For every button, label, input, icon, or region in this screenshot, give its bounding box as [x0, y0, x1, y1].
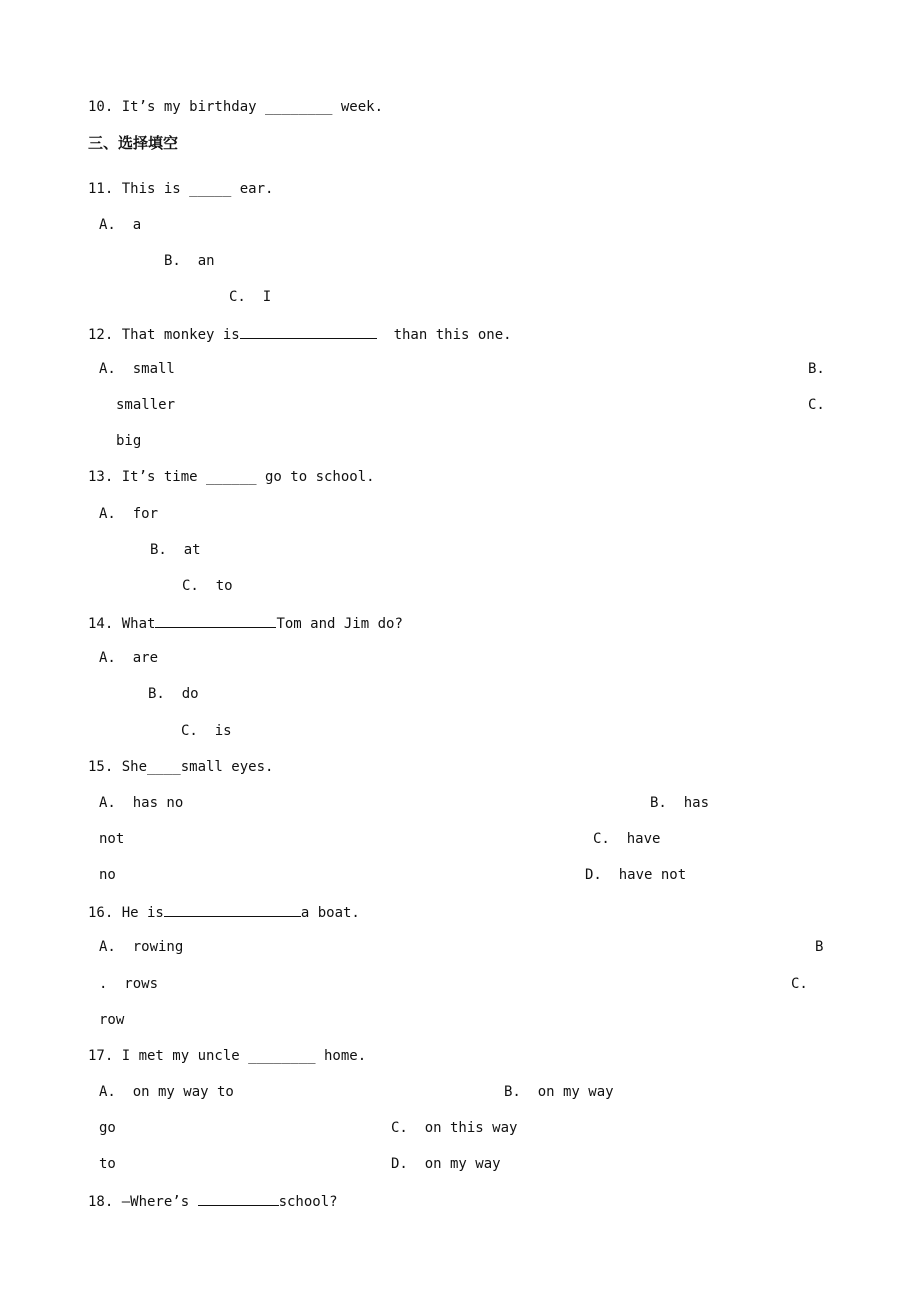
question-14-stem-post: Tom and Jim do?	[276, 616, 403, 632]
question-15-option-a: A. has no	[99, 795, 184, 811]
question-12-stem	[88, 324, 512, 344]
question-12-option-b-text: smaller	[116, 397, 176, 413]
question-13-option-b: B. at	[150, 542, 201, 558]
question-15-option-c: C. have	[593, 831, 661, 847]
question-16-stem-pre: 16. He is	[88, 905, 164, 921]
question-11-option-a: A. a	[99, 217, 142, 233]
question-17-option-b-continued: go	[99, 1120, 116, 1136]
question-13-option-a: A. for	[99, 506, 159, 522]
answer-blank	[240, 324, 377, 339]
question-12-stem-pre: 12. That monkey is	[88, 327, 240, 343]
question-15-stem: 15. She____small eyes.	[88, 759, 274, 775]
question-12-option-a: A. small	[99, 361, 175, 377]
question-16-option-a: A. rowing	[99, 939, 184, 955]
question-12-stem-post: than this one.	[376, 327, 512, 343]
question-16-option-b-text: . rows	[99, 976, 159, 992]
question-16-option-b-marker: B	[815, 939, 824, 955]
question-15-option-d: D. have not	[585, 867, 687, 883]
question-18-stem	[88, 1191, 338, 1211]
question-16-stem-post: a boat.	[300, 905, 360, 921]
question-11-option-c: C. I	[229, 289, 272, 305]
question-13-stem: 13. It’s time ______ go to school.	[88, 469, 375, 485]
question-14-option-a: A. are	[99, 650, 159, 666]
question-14-stem-pre: 14. What	[88, 616, 156, 632]
question-17-option-d: D. on my way	[391, 1156, 501, 1172]
answer-blank	[155, 613, 276, 628]
question-17-stem: 17. I met my uncle ________ home.	[88, 1048, 367, 1064]
question-17-option-b: B. on my way	[504, 1084, 614, 1100]
question-17-option-a: A. on my way to	[99, 1084, 234, 1100]
answer-blank	[164, 902, 301, 917]
question-18-stem-post: school?	[278, 1194, 338, 1210]
answer-blank	[198, 1191, 279, 1206]
question-16-option-c-text: row	[99, 1012, 125, 1028]
question-17-option-c: C. on this way	[391, 1120, 518, 1136]
section-heading: 三、选择填空	[88, 134, 179, 152]
question-12-option-c-marker: C.	[808, 397, 825, 413]
question-11-stem: 11. This is _____ ear.	[88, 181, 274, 197]
question-10: 10. It’s my birthday ________ week.	[88, 99, 384, 115]
question-18-stem-pre: 18. —Where’s	[88, 1194, 198, 1210]
question-17-option-c-continued: to	[99, 1156, 116, 1172]
question-15-option-b: B. has	[650, 795, 710, 811]
question-13-option-c: C. to	[182, 578, 233, 594]
question-12-option-c-text: big	[116, 433, 142, 449]
question-15-option-b-continued: not	[99, 831, 125, 847]
question-14-stem	[88, 613, 403, 633]
question-16-option-c-marker: C.	[791, 976, 808, 992]
question-15-option-c-continued: no	[99, 867, 116, 883]
question-16-stem	[88, 902, 360, 922]
question-12-option-b-marker: B.	[808, 361, 825, 377]
question-14-option-c: C. is	[181, 723, 232, 739]
question-11-option-b: B. an	[164, 253, 215, 269]
question-14-option-b: B. do	[148, 686, 199, 702]
